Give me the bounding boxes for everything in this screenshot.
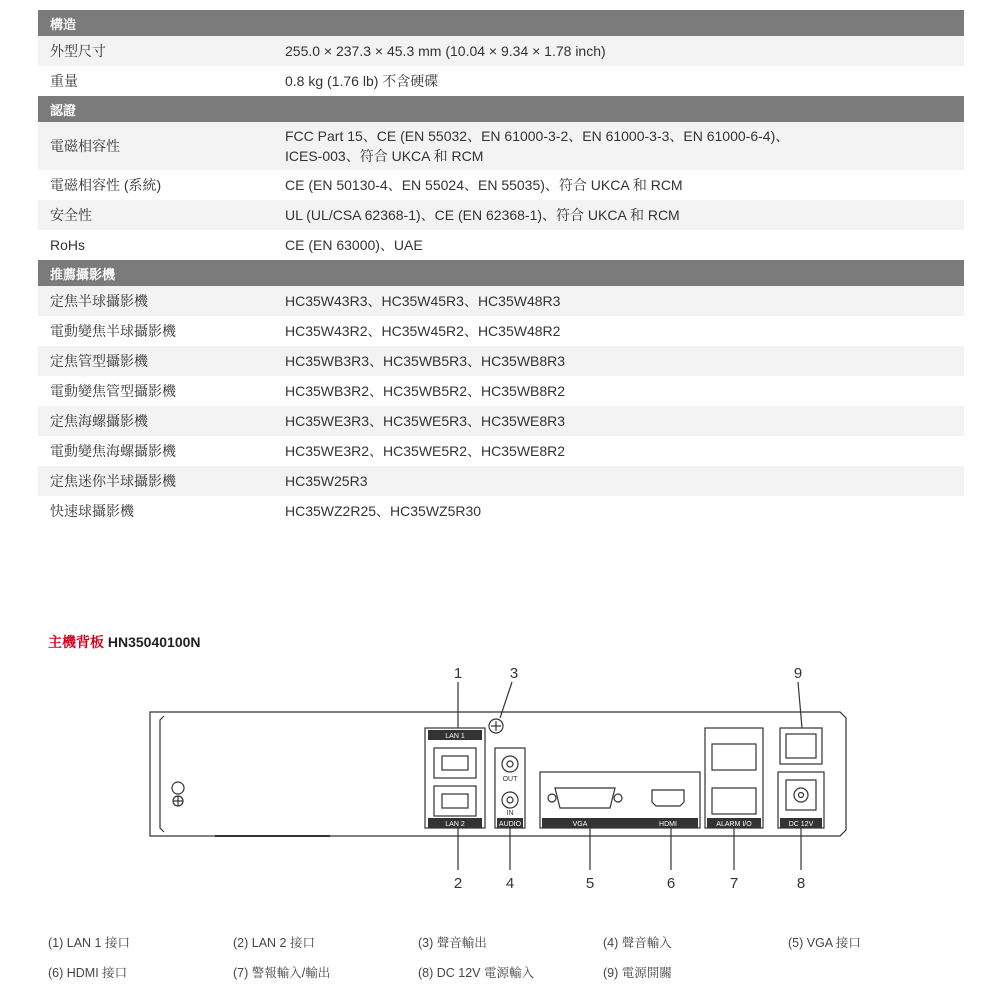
row-label: 外型尺寸 (38, 36, 273, 66)
audio-label: AUDIO (498, 821, 522, 828)
legend-item: (2) LAN 2 接口 (233, 936, 315, 950)
legend-item: (7) 警報輸入/輸出 (233, 966, 331, 980)
legend-item: (1) LAN 1 接口 (48, 936, 130, 950)
table-row (38, 36, 964, 66)
legend-item: (4) 聲音輸入 (603, 936, 672, 950)
row-label: 快速球攝影機 (38, 496, 273, 526)
row-value: HC35W25R3 (273, 466, 964, 496)
row-label: 定焦海螺攝影機 (38, 406, 273, 436)
row-value: CE (EN 50130-4、EN 55024、EN 55035)、符合 UKCA 和 RCM (273, 170, 964, 200)
row-label: 電動變焦半球攝影機 (38, 316, 273, 346)
table-row (38, 66, 964, 96)
vga-label: VGA (572, 821, 588, 828)
row-value: CE (EN 63000)、UAE (273, 230, 964, 260)
dc-jack-icon (794, 788, 808, 802)
lan1-port-icon (434, 748, 476, 778)
row-label: 電動變焦海螺攝影機 (38, 436, 273, 466)
alarm-block (705, 728, 763, 828)
table-row (38, 406, 964, 436)
table-row (38, 436, 964, 466)
row-value: HC35WZ2R25、HC35WZ5R30 (273, 496, 964, 526)
section-header (38, 10, 964, 36)
row-label: 電動變焦管型攝影機 (38, 376, 273, 406)
callout-number: 3 (509, 665, 519, 682)
panel-title (48, 632, 201, 652)
row-value: UL (UL/CSA 62368-1)、CE (EN 62368-1)、符合 UKCA 和 RCM (273, 200, 964, 230)
row-value: HC35W43R3、HC35W45R3、HC35W48R3 (273, 286, 964, 316)
row-label: 安全性 (38, 200, 273, 230)
legend-item: (8) DC 12V 電源輸入 (418, 966, 534, 980)
row-value: HC35WE3R2、HC35WE5R2、HC35WE8R2 (273, 436, 964, 466)
table-row (38, 200, 964, 230)
row-value-line: ICES-003、符合 UKCA 和 RCM (285, 148, 484, 164)
row-value: HC35W43R2、HC35W45R2、HC35W48R2 (273, 316, 964, 346)
table-row (38, 496, 964, 526)
row-value: 0.8 kg (1.76 lb) 不含硬碟 (273, 66, 964, 96)
audio-in-label: IN (506, 810, 514, 817)
section-title: 構造 (38, 10, 964, 36)
row-label: 重量 (38, 66, 273, 96)
callout-number: 8 (796, 875, 806, 892)
callout-number: 5 (585, 875, 595, 892)
legend-item: (9) 電源開關 (603, 966, 672, 980)
row-label: 定焦管型攝影機 (38, 346, 273, 376)
table-row (38, 466, 964, 496)
chassis-outline (150, 712, 846, 836)
hdmi-label: HDMI (659, 821, 677, 828)
callout-number: 4 (505, 875, 515, 892)
table-row (38, 230, 964, 260)
alarm-terminal-icon (712, 744, 756, 770)
audio-out-icon (502, 756, 518, 772)
section-title: 認證 (38, 96, 964, 122)
row-value-line: FCC Part 15、CE (EN 55032、EN 61000-3-2、EN 61000-3-3、EN 61000-6-4)、 (285, 128, 790, 144)
table-row (38, 170, 964, 200)
row-label: 電磁相容性 (系統) (38, 170, 273, 200)
alarm-label: ALARM I/O (716, 821, 752, 828)
row-label: 定焦迷你半球攝影機 (38, 466, 273, 496)
row-label: 電磁相容性 (38, 122, 273, 170)
table-row (38, 376, 964, 406)
section-header (38, 260, 964, 286)
spec-table (38, 10, 964, 526)
table-row (38, 122, 964, 170)
callout-number: 2 (453, 875, 463, 892)
legend-item: (5) VGA 接口 (788, 936, 861, 950)
section-title: 推薦攝影機 (38, 260, 964, 286)
dc-label: DC 12V (788, 821, 814, 828)
row-value: HC35WB3R3、HC35WB5R3、HC35WB8R3 (273, 346, 964, 376)
table-row (38, 316, 964, 346)
section-header (38, 96, 964, 122)
panel-model: HN35040100N (107, 634, 201, 650)
audio-in-icon (502, 792, 518, 808)
panel-title-label: 主機背板 (48, 634, 104, 650)
hdmi-port-icon (652, 790, 684, 806)
row-value: HC35WB3R2、HC35WB5R2、HC35WB8R2 (273, 376, 964, 406)
row-value: 255.0 × 237.3 × 45.3 mm (10.04 × 9.34 × 1.78 inch) (273, 36, 964, 66)
audio-out-label: OUT (502, 776, 518, 783)
table-row (38, 286, 964, 316)
lan2-port-icon (434, 786, 476, 816)
rear-panel-diagram (140, 660, 860, 900)
legend-item: (6) HDMI 接口 (48, 966, 128, 980)
lan2-label: LAN 2 (445, 821, 465, 828)
callout-number: 1 (453, 665, 463, 682)
row-label: RoHs (38, 230, 273, 260)
callout-number: 6 (666, 875, 676, 892)
lan1-label: LAN 1 (445, 733, 465, 740)
table-row (38, 346, 964, 376)
row-label: 定焦半球攝影機 (38, 286, 273, 316)
callout-number: 7 (729, 875, 739, 892)
row-value: HC35WE3R3、HC35WE5R3、HC35WE8R3 (273, 406, 964, 436)
legend-item: (3) 聲音輸出 (418, 936, 487, 950)
row-value (273, 122, 964, 170)
vga-port-icon (555, 788, 615, 808)
callout-number: 9 (793, 665, 803, 682)
ground-screw-icon (172, 782, 184, 794)
